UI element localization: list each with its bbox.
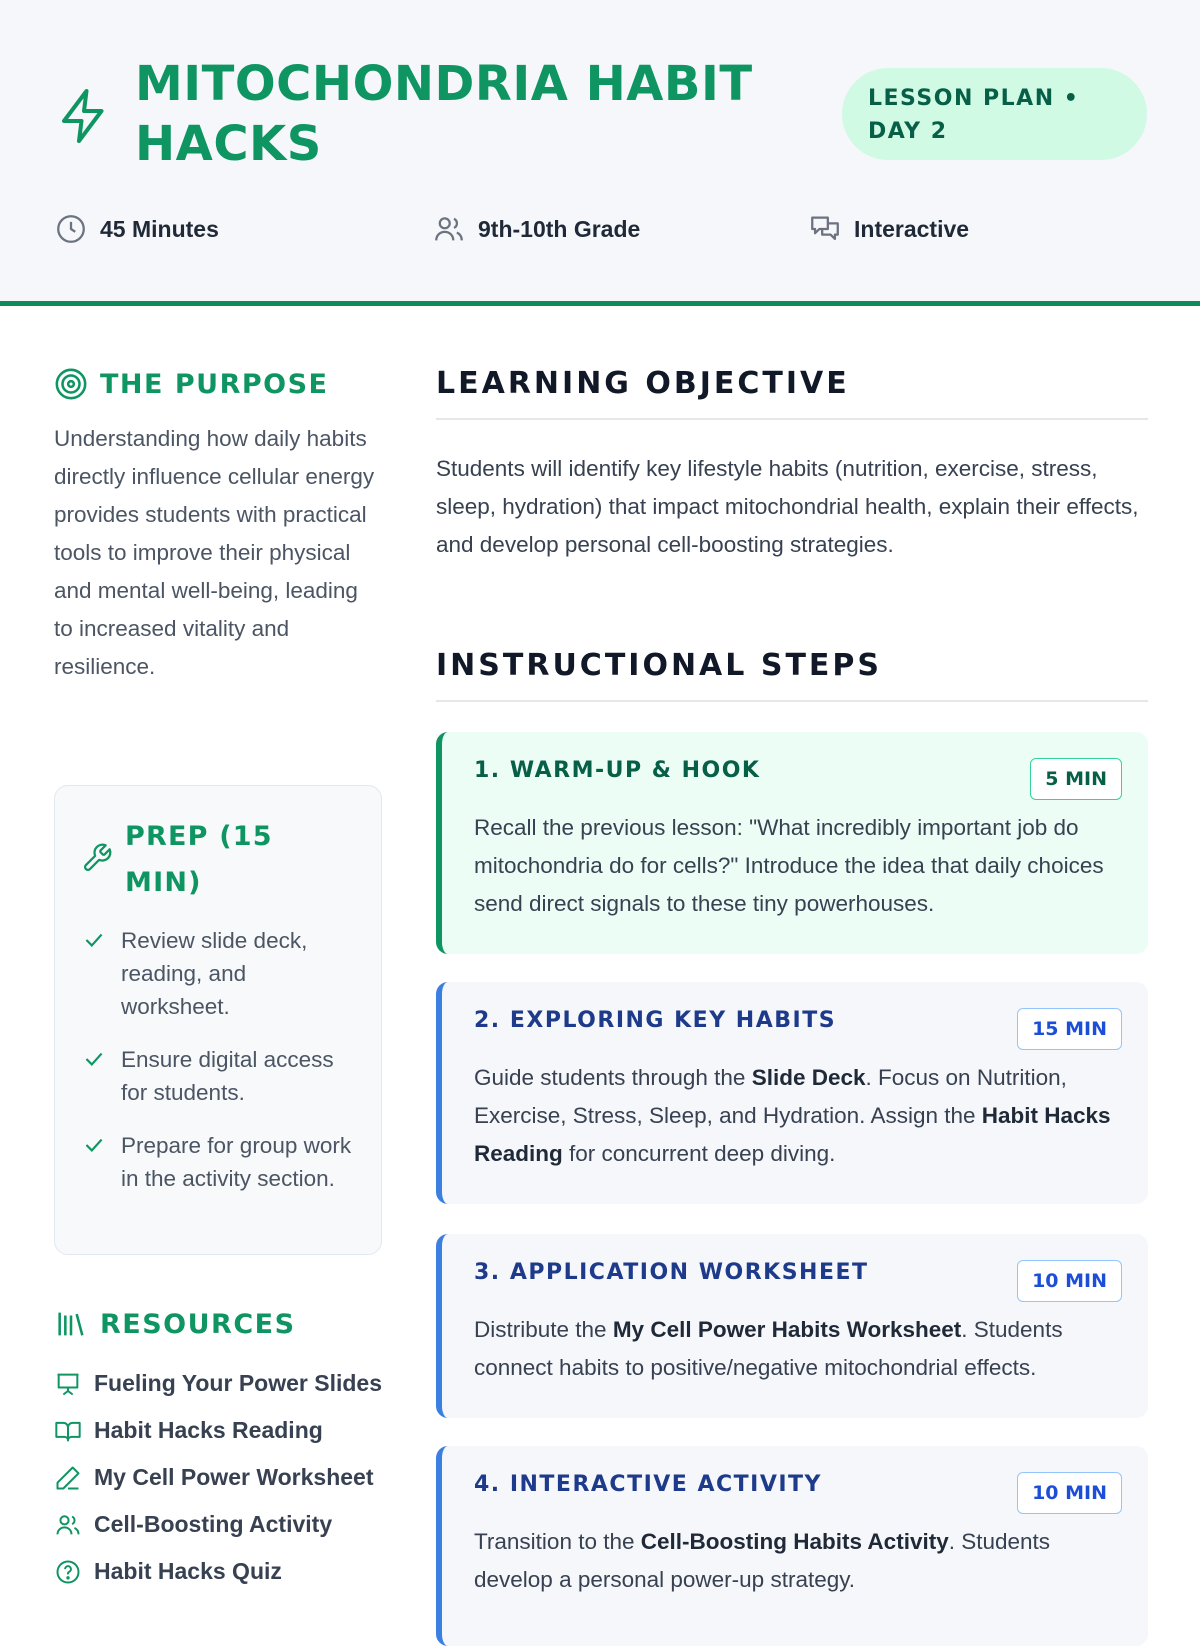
meta-label: 45 Minutes (100, 215, 219, 242)
purpose-heading-label: THE PURPOSE (100, 368, 329, 400)
clock-icon (54, 212, 88, 246)
prep-heading-label: PREP (15 MIN) (125, 821, 273, 898)
resource-link[interactable] (54, 1454, 394, 1501)
users-icon (432, 212, 466, 246)
step-card (436, 1234, 1148, 1418)
time-badge: 10 MIN (1017, 1260, 1122, 1302)
step-body (474, 1523, 1122, 1599)
resource-label: Cell-Boosting Activity (94, 1511, 333, 1537)
meta-format (808, 212, 969, 246)
step-body (474, 1059, 1122, 1173)
objective-heading: LEARNING OBJECTIVE (436, 360, 1148, 420)
purpose-heading (54, 360, 382, 408)
step-title: 4. INTERACTIVE ACTIVITY (474, 1472, 822, 1497)
text-span: . Focus on Nutrition, Exercise, Stress, Sleep, and Hydration. Assign the (474, 1065, 1067, 1128)
step-card (436, 982, 1148, 1204)
step-title: 1. WARM-UP & HOOK (474, 758, 761, 783)
prep-item-text: Ensure digital access for students. (121, 1047, 334, 1105)
meta-duration (54, 212, 219, 246)
time-badge: 5 MIN (1030, 758, 1122, 800)
resource-label: Habit Hacks Reading (94, 1417, 323, 1443)
resources-list (54, 1360, 394, 1595)
resource-label: My Cell Power Worksheet (94, 1464, 374, 1490)
prep-item-text: Review slide deck, reading, and worksheet. (121, 928, 308, 1019)
text-span: Guide students through the (474, 1065, 752, 1090)
time-badge: 10 MIN (1017, 1472, 1122, 1514)
chat-icon (808, 212, 842, 246)
header (0, 0, 1200, 306)
resource-link[interactable] (54, 1360, 394, 1407)
text-span: Distribute the (474, 1317, 613, 1342)
left-column (54, 360, 382, 1584)
step-body: Recall the previous lesson: "What incredibly important job do mitochondria do for cells?" Introduce the idea that daily choices send direct signals to these tiny powerhouses. (474, 815, 1104, 916)
lightning-icon (54, 86, 114, 146)
check-icon (81, 1132, 107, 1158)
text-span: for concurrent deep diving. (562, 1141, 836, 1166)
resources-heading (54, 1300, 394, 1348)
check-icon (81, 927, 107, 953)
purpose-text: Understanding how daily habits directly influence cellular energy provides students with practical tools to improve their physical and mental well-being, leading to increased vitality and resilience. (54, 426, 375, 679)
resource-ref: Cell-Boosting Habits Activity (640, 1529, 949, 1554)
resource-link[interactable] (54, 1548, 394, 1595)
resource-label: Fueling Your Power Slides (94, 1370, 382, 1396)
resources-section (54, 1300, 394, 1595)
library-icon (54, 1307, 88, 1341)
prep-list (81, 924, 355, 1195)
list-item (81, 924, 355, 1023)
users-icon (54, 1511, 82, 1539)
wrench-icon (81, 842, 113, 874)
text-span: . Students develop a personal power-up strategy. (474, 1529, 1051, 1592)
pencil-icon (54, 1464, 82, 1492)
step-card (436, 732, 1148, 954)
step-title: 3. APPLICATION WORKSHEET (474, 1260, 869, 1285)
presentation-icon (54, 1370, 82, 1398)
step-title: 2. EXPLORING KEY HABITS (474, 1008, 837, 1033)
page-title: MITOCHONDRIA HABIT HACKS (135, 56, 753, 172)
resource-link[interactable] (54, 1501, 394, 1548)
step-body (474, 1311, 1122, 1387)
resource-ref: Slide Deck (751, 1065, 866, 1090)
text-span: Transition to the (474, 1529, 641, 1554)
resource-label: Habit Hacks Quiz (94, 1558, 282, 1584)
prep-heading (81, 814, 355, 906)
resource-ref: My Cell Power Habits Worksheet (612, 1317, 962, 1342)
list-item (81, 1129, 355, 1195)
time-badge: 15 MIN (1017, 1008, 1122, 1050)
step-card (436, 1446, 1148, 1646)
question-icon (54, 1558, 82, 1586)
prep-card (54, 785, 382, 1255)
check-icon (81, 1046, 107, 1072)
lesson-badge: LESSON PLAN • DAY 2 (842, 68, 1147, 160)
book-icon (54, 1417, 82, 1445)
resource-link[interactable] (54, 1407, 394, 1454)
prep-item-text: Prepare for group work in the activity section. (121, 1133, 352, 1191)
meta-label: 9th-10th Grade (478, 215, 641, 242)
meta-grade (432, 212, 640, 246)
objective-text: Students will identify key lifestyle habits (nutrition, exercise, stress, sleep, hydration) that impact mitochondrial health, explain their effects, and develop personal cell-boosting strategies. (436, 456, 1139, 557)
steps-heading: INSTRUCTIONAL STEPS (436, 642, 1148, 702)
meta-label: Interactive (854, 215, 970, 242)
list-item (81, 1043, 355, 1109)
resource-ref: Habit Hacks Reading (474, 1103, 1111, 1166)
resources-heading-label: RESOURCES (100, 1308, 296, 1340)
target-icon (54, 367, 88, 401)
right-column (436, 360, 1148, 1592)
text-span: . Students connect habits to positive/negative mitochondrial effects. (474, 1317, 1063, 1380)
